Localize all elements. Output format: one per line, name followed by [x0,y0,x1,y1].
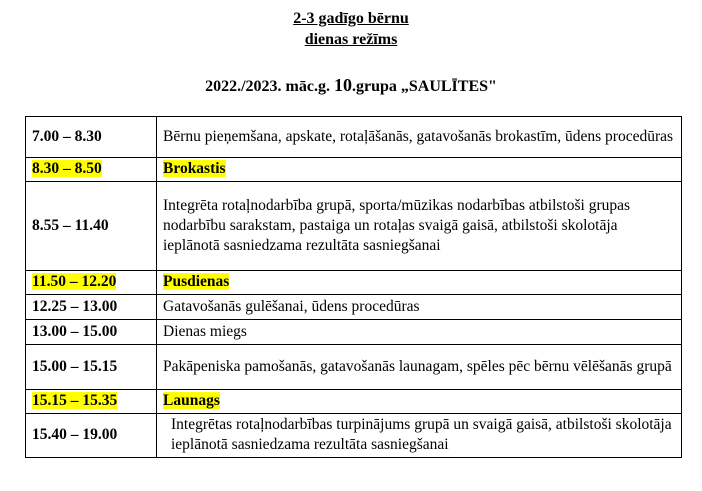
schedule-row [26,158,682,182]
activity-cell [157,414,682,458]
activity-cell [157,182,682,271]
time-cell [26,182,157,271]
time-cell [26,345,157,390]
time-cell [26,390,157,414]
schedule-row [26,320,682,345]
schedule-row [26,182,682,271]
time-cell [26,320,157,345]
schedule-row [26,390,682,414]
activity-cell [157,117,682,158]
activity-text: Integrētas rotaļnodarbības turpinājums grupā un svaigā gaisā, atbilstoši skolotāja ieplānotā sasniedzama rezultāta sasniegšanai [171,416,672,453]
schedule-table [25,116,682,458]
schedule-row [26,295,682,320]
subtitle-year: 2022./2023. māc.g. [205,78,334,95]
schedule-row [26,345,682,390]
subtitle [0,75,702,97]
activity-text: Pakāpeniska pamošanās, gatavošanās launagam, spēles pēc bērnu vēlēšanās grupā [163,357,672,375]
activity-text: Dienas miegs [163,322,247,340]
activity-cell [157,345,682,390]
time-text: 15.00 – 15.15 [32,357,118,375]
time-text: 15.40 – 19.00 [32,426,118,443]
activity-text: Pusdienas [163,273,230,290]
activity-text: Brokastis [163,160,226,177]
time-text: 8.30 – 8.50 [32,160,102,177]
schedule-row [26,271,682,295]
schedule-row [26,117,682,158]
time-cell [26,271,157,295]
subtitle-group-number: 10 [333,75,352,95]
time-text: 15.15 – 15.35 [32,392,118,409]
time-cell [26,158,157,182]
activity-cell [157,158,682,182]
time-cell [26,117,157,158]
time-text: 11.50 – 12.20 [32,273,117,290]
activity-text: Bērnu pieņemšana, apskate, rotaļāšanās, gatavošanās brokastīm, ūdens procedūras [163,127,674,145]
activity-cell [157,271,682,295]
time-text: 7.00 – 8.30 [32,127,102,145]
activity-cell [157,295,682,320]
schedule-row [26,414,682,458]
time-text: 13.00 – 15.00 [32,322,118,340]
activity-cell [157,390,682,414]
time-text: 12.25 – 13.00 [32,297,118,315]
time-cell [26,414,157,458]
activity-text: Gatavošanās gulēšanai, ūdens procedūras [163,297,420,315]
activity-text: Launags [163,392,220,409]
time-cell [26,295,157,320]
title-line-2: dienas režīms [304,31,398,48]
activity-cell [157,320,682,345]
activity-text: Integrēta rotaļnodarbība grupā, sporta/mūzikas nodarbības atbilstoši grupas nodarbību sarakstam, pastaiga un rotaļas svaigā gaisā, atbilstoši skolotāja ieplānotā sasniedzama rezultāta sasniegšanai [163,196,631,254]
title-line-1: 2-3 gadīgo bērnu [293,10,409,27]
subtitle-group-name: .grupa „SAULĪTES" [351,78,497,95]
time-text: 8.55 – 11.40 [32,216,109,234]
